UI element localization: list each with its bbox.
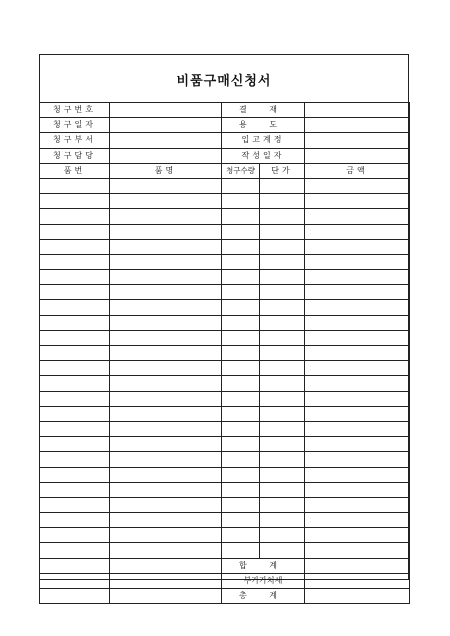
item-row — [40, 254, 410, 269]
title-area — [40, 55, 408, 103]
item-qty-field[interactable] — [222, 194, 260, 209]
column-header-qty: 청구수량 — [222, 163, 260, 178]
item-qty-field[interactable] — [222, 178, 260, 193]
item-no-field[interactable] — [40, 482, 110, 497]
column-header-price: 단가 — [260, 163, 305, 178]
item-name-field[interactable] — [110, 421, 222, 436]
summary-value-field[interactable] — [305, 558, 410, 573]
form-table — [39, 102, 410, 604]
item-qty-field[interactable] — [222, 543, 260, 558]
item-no-field[interactable] — [40, 346, 110, 361]
header-row — [40, 148, 410, 163]
item-name-field[interactable] — [110, 376, 222, 391]
item-qty-field[interactable] — [222, 513, 260, 528]
item-no-field[interactable] — [40, 437, 110, 452]
item-qty-field[interactable] — [222, 315, 260, 330]
item-amount-field[interactable] — [305, 300, 410, 315]
item-price-field[interactable] — [260, 346, 305, 361]
item-price-field[interactable] — [260, 224, 305, 239]
header-label: 작성일자 — [222, 148, 305, 163]
header-label: 청구번호 — [40, 103, 110, 118]
summary-label: 총 계 — [222, 589, 305, 604]
header-value-field[interactable] — [110, 103, 222, 118]
item-amount-field[interactable] — [305, 178, 410, 193]
item-row — [40, 194, 410, 209]
item-row — [40, 346, 410, 361]
item-row — [40, 224, 410, 239]
item-amount-field[interactable] — [305, 254, 410, 269]
header-value-field[interactable] — [305, 133, 410, 148]
item-row — [40, 437, 410, 452]
item-no-field[interactable] — [40, 513, 110, 528]
summary-row — [40, 573, 410, 588]
item-price-field[interactable] — [260, 467, 305, 482]
item-amount-field[interactable] — [305, 224, 410, 239]
item-amount-field[interactable] — [305, 330, 410, 345]
item-price-field[interactable] — [260, 513, 305, 528]
item-price-field[interactable] — [260, 528, 305, 543]
item-amount-field[interactable] — [305, 406, 410, 421]
item-no-field[interactable] — [40, 194, 110, 209]
item-name-field[interactable] — [110, 254, 222, 269]
summary-label: 부가가치세 — [222, 573, 305, 588]
item-price-field[interactable] — [260, 497, 305, 512]
item-qty-field[interactable] — [222, 406, 260, 421]
item-name-field[interactable] — [110, 285, 222, 300]
item-no-field[interactable] — [40, 376, 110, 391]
item-price-field[interactable] — [260, 376, 305, 391]
item-price-field[interactable] — [260, 315, 305, 330]
item-no-field[interactable] — [40, 361, 110, 376]
item-qty-field[interactable] — [222, 497, 260, 512]
item-row — [40, 482, 410, 497]
item-amount-field[interactable] — [305, 543, 410, 558]
item-name-field[interactable] — [110, 239, 222, 254]
item-qty-field[interactable] — [222, 452, 260, 467]
summary-blank-cell — [110, 573, 222, 588]
item-name-field[interactable] — [110, 452, 222, 467]
item-amount-field[interactable] — [305, 270, 410, 285]
item-name-field[interactable] — [110, 178, 222, 193]
item-name-field[interactable] — [110, 224, 222, 239]
item-qty-field[interactable] — [222, 254, 260, 269]
item-amount-field[interactable] — [305, 437, 410, 452]
item-price-field[interactable] — [260, 421, 305, 436]
header-row — [40, 103, 410, 118]
item-name-field[interactable] — [110, 528, 222, 543]
item-name-field[interactable] — [110, 361, 222, 376]
item-row — [40, 421, 410, 436]
item-amount-field[interactable] — [305, 421, 410, 436]
item-qty-field[interactable] — [222, 376, 260, 391]
item-price-field[interactable] — [260, 406, 305, 421]
item-name-field[interactable] — [110, 270, 222, 285]
column-header-no: 품번 — [40, 163, 110, 178]
item-name-field[interactable] — [110, 513, 222, 528]
header-label: 청구부서 — [40, 133, 110, 148]
summary-blank-cell — [40, 573, 110, 588]
header-label: 청구담당 — [40, 148, 110, 163]
item-qty-field[interactable] — [222, 346, 260, 361]
header-label: 결 재 — [222, 103, 305, 118]
header-label: 입고계정 — [222, 133, 305, 148]
item-price-field[interactable] — [260, 543, 305, 558]
item-name-field[interactable] — [110, 346, 222, 361]
header-label: 용 도 — [222, 118, 305, 133]
item-qty-field[interactable] — [222, 285, 260, 300]
item-row — [40, 528, 410, 543]
item-amount-field[interactable] — [305, 194, 410, 209]
item-amount-field[interactable] — [305, 391, 410, 406]
header-row — [40, 118, 410, 133]
item-qty-field[interactable] — [222, 437, 260, 452]
form-title: 비품구매신청서 — [176, 73, 272, 89]
item-amount-field[interactable] — [305, 285, 410, 300]
header-row — [40, 133, 410, 148]
item-amount-field[interactable] — [305, 376, 410, 391]
item-row — [40, 361, 410, 376]
item-no-field[interactable] — [40, 391, 110, 406]
item-price-field[interactable] — [260, 285, 305, 300]
item-row — [40, 376, 410, 391]
item-no-field[interactable] — [40, 330, 110, 345]
item-row — [40, 300, 410, 315]
item-no-field[interactable] — [40, 300, 110, 315]
item-qty-field[interactable] — [222, 239, 260, 254]
item-no-field[interactable] — [40, 406, 110, 421]
item-row — [40, 513, 410, 528]
item-amount-field[interactable] — [305, 528, 410, 543]
summary-label: 합 계 — [222, 558, 305, 573]
form-table-body — [40, 103, 410, 604]
item-row — [40, 497, 410, 512]
item-amount-field[interactable] — [305, 361, 410, 376]
item-row — [40, 391, 410, 406]
item-no-field[interactable] — [40, 452, 110, 467]
item-no-field[interactable] — [40, 528, 110, 543]
item-row — [40, 270, 410, 285]
item-name-field[interactable] — [110, 543, 222, 558]
item-price-field[interactable] — [260, 300, 305, 315]
item-row — [40, 209, 410, 224]
item-row — [40, 452, 410, 467]
item-name-field[interactable] — [110, 315, 222, 330]
item-name-field[interactable] — [110, 482, 222, 497]
item-name-field[interactable] — [110, 467, 222, 482]
item-name-field[interactable] — [110, 209, 222, 224]
summary-blank-cell — [40, 558, 110, 573]
item-qty-field[interactable] — [222, 300, 260, 315]
item-qty-field[interactable] — [222, 270, 260, 285]
item-no-field[interactable] — [40, 285, 110, 300]
item-amount-field[interactable] — [305, 315, 410, 330]
header-value-field[interactable] — [305, 118, 410, 133]
header-value-field[interactable] — [305, 148, 410, 163]
item-qty-field[interactable] — [222, 482, 260, 497]
column-header-amount: 금액 — [305, 163, 410, 178]
summary-blank-cell — [40, 589, 110, 604]
item-price-field[interactable] — [260, 270, 305, 285]
item-name-field[interactable] — [110, 300, 222, 315]
item-no-field[interactable] — [40, 497, 110, 512]
item-no-field[interactable] — [40, 270, 110, 285]
item-row — [40, 543, 410, 558]
item-no-field[interactable] — [40, 467, 110, 482]
summary-value-field[interactable] — [305, 589, 410, 604]
item-no-field[interactable] — [40, 239, 110, 254]
item-qty-field[interactable] — [222, 528, 260, 543]
item-qty-field[interactable] — [222, 421, 260, 436]
item-name-field[interactable] — [110, 391, 222, 406]
item-no-field[interactable] — [40, 178, 110, 193]
item-qty-field[interactable] — [222, 467, 260, 482]
summary-row — [40, 558, 410, 573]
item-row — [40, 239, 410, 254]
item-price-field[interactable] — [260, 437, 305, 452]
item-no-field[interactable] — [40, 209, 110, 224]
item-no-field[interactable] — [40, 254, 110, 269]
item-row — [40, 178, 410, 193]
item-no-field[interactable] — [40, 315, 110, 330]
item-price-field[interactable] — [260, 361, 305, 376]
item-amount-field[interactable] — [305, 209, 410, 224]
item-price-field[interactable] — [260, 482, 305, 497]
item-row — [40, 406, 410, 421]
header-value-field[interactable] — [110, 133, 222, 148]
item-row — [40, 467, 410, 482]
item-price-field[interactable] — [260, 391, 305, 406]
summary-row — [40, 589, 410, 604]
item-amount-field[interactable] — [305, 239, 410, 254]
item-amount-field[interactable] — [305, 452, 410, 467]
item-qty-field[interactable] — [222, 361, 260, 376]
item-amount-field[interactable] — [305, 513, 410, 528]
item-qty-field[interactable] — [222, 391, 260, 406]
item-name-field[interactable] — [110, 194, 222, 209]
purchase-request-form — [39, 54, 409, 601]
summary-value-field[interactable] — [305, 573, 410, 588]
item-no-field[interactable] — [40, 224, 110, 239]
column-header-row — [40, 163, 410, 178]
item-price-field[interactable] — [260, 194, 305, 209]
item-qty-field[interactable] — [222, 209, 260, 224]
item-row — [40, 315, 410, 330]
item-price-field[interactable] — [260, 452, 305, 467]
item-price-field[interactable] — [260, 254, 305, 269]
header-value-field[interactable] — [110, 148, 222, 163]
item-price-field[interactable] — [260, 209, 305, 224]
item-price-field[interactable] — [260, 330, 305, 345]
item-name-field[interactable] — [110, 437, 222, 452]
item-name-field[interactable] — [110, 406, 222, 421]
item-no-field[interactable] — [40, 543, 110, 558]
item-row — [40, 285, 410, 300]
column-header-name: 품명 — [110, 163, 222, 178]
summary-blank-cell — [110, 558, 222, 573]
item-qty-field[interactable] — [222, 224, 260, 239]
header-value-field[interactable] — [110, 118, 222, 133]
item-amount-field[interactable] — [305, 346, 410, 361]
summary-blank-cell — [110, 589, 222, 604]
header-label: 청구일자 — [40, 118, 110, 133]
item-amount-field[interactable] — [305, 497, 410, 512]
item-amount-field[interactable] — [305, 482, 410, 497]
item-name-field[interactable] — [110, 330, 222, 345]
item-qty-field[interactable] — [222, 330, 260, 345]
item-amount-field[interactable] — [305, 467, 410, 482]
item-no-field[interactable] — [40, 421, 110, 436]
item-price-field[interactable] — [260, 239, 305, 254]
item-row — [40, 330, 410, 345]
item-price-field[interactable] — [260, 178, 305, 193]
header-value-field[interactable] — [305, 103, 410, 118]
item-name-field[interactable] — [110, 497, 222, 512]
